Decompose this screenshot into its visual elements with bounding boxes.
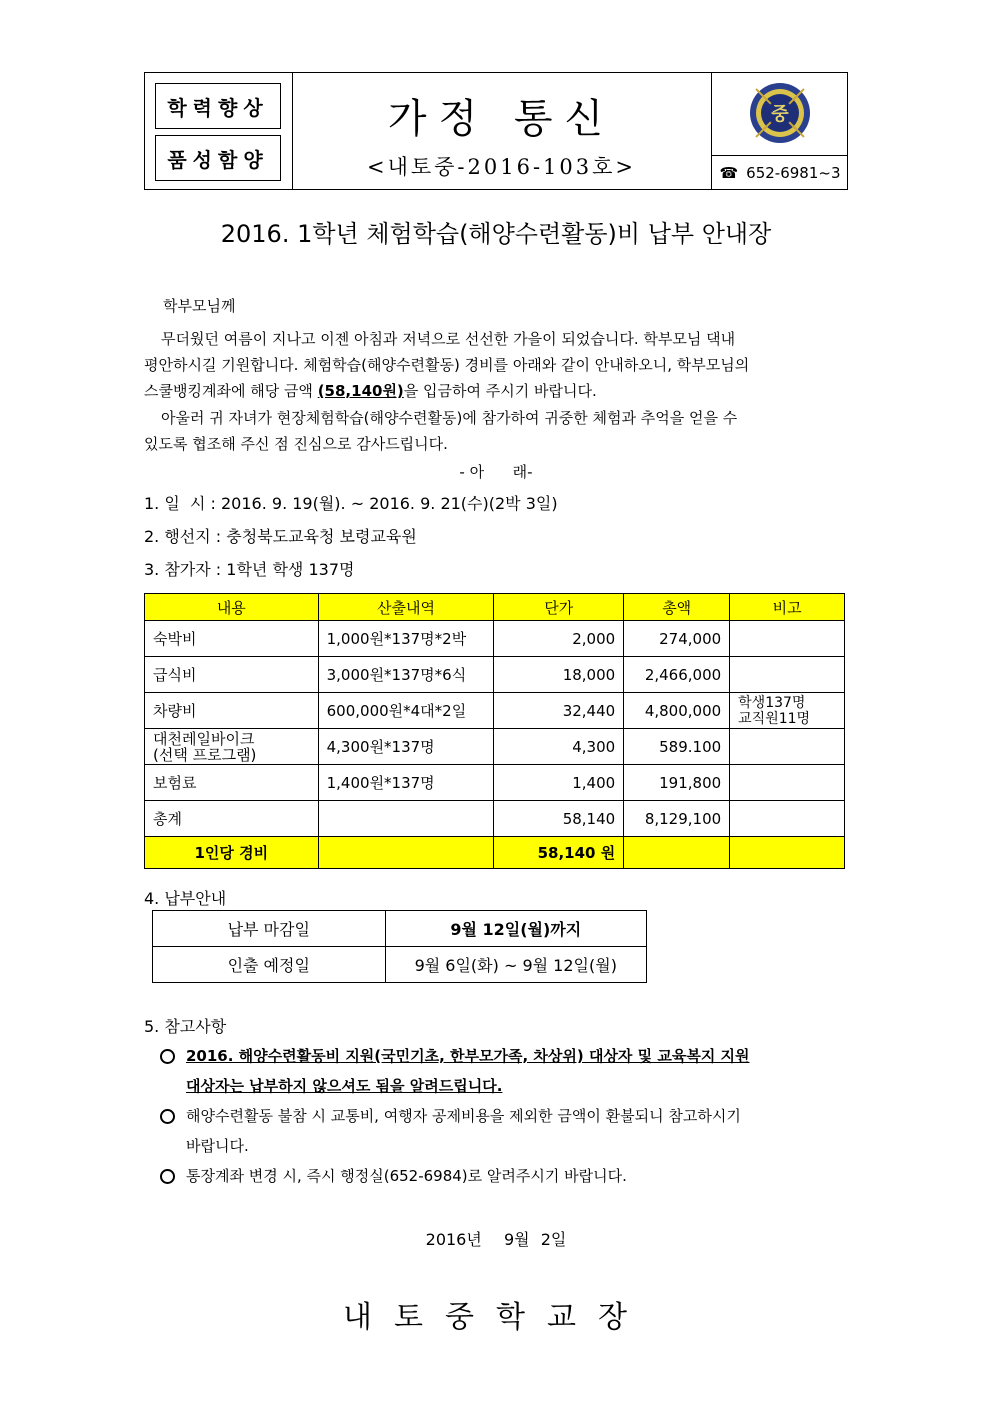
cell-note	[730, 729, 845, 765]
reference-2-line-2: 바랍니다.	[186, 1137, 249, 1155]
school-logo-icon	[748, 81, 812, 145]
cell-item: 차량비	[145, 693, 319, 729]
document-title: 2016. 1학년 체험학습(해양수련활동)비 납부 안내장	[220, 220, 772, 248]
table-row	[145, 621, 845, 657]
reference-1-line-2: 대상자는 납부하지 않으셔도 됨을 알려드립니다.	[186, 1077, 503, 1095]
item-references: 5. 참고사항	[144, 1017, 227, 1036]
table-header-row	[145, 594, 845, 621]
cell-item: 숙박비	[145, 621, 319, 657]
cell-total: 8,129,100	[624, 801, 730, 837]
svg-text:중: 중	[771, 104, 789, 125]
paragraph-2-line-1: 아울러 귀 자녀가 현장체험학습(해양수련활동)에 참가하여 귀중한 체험과 추억을 얻을 수	[161, 409, 738, 427]
per-person-row	[145, 837, 845, 869]
cell-unit: 58,140	[494, 801, 624, 837]
cell-item-line-2: (선택 프로그램)	[153, 745, 257, 764]
motto-academic: 학력향상	[155, 83, 281, 129]
reference-3: 통장계좌 변경 시, 즉시 행정실(652-6984)로 알려주시기 바랍니다.	[186, 1167, 627, 1185]
item-schedule: 1. 일 시 : 2016. 9. 19(월). ~ 2016. 9. 21(수)(2박 3일)	[144, 494, 558, 513]
cell-note	[730, 801, 845, 837]
amount-highlight: (58,140원)	[317, 382, 404, 400]
cell-total: 4,800,000	[624, 693, 730, 729]
cell-unit: 32,440	[494, 693, 624, 729]
motto-column	[145, 73, 293, 189]
issue-number: <내토중-2016-103호>	[366, 155, 637, 179]
cell-empty	[624, 837, 730, 869]
cell-unit: 4,300	[494, 729, 624, 765]
cell-item: 급식비	[145, 657, 319, 693]
phone-text: 652-6981~3	[746, 163, 841, 182]
cell-note	[730, 621, 845, 657]
paragraph-1-text: 스쿨뱅킹계좌에 해당 금액	[144, 382, 318, 400]
cell-note	[730, 693, 845, 729]
paragraph-1-line-3	[144, 378, 854, 404]
column-header: 단가	[494, 594, 624, 621]
header-title-column	[292, 73, 711, 189]
cell-calc: 3,000원*137명*6식	[318, 657, 494, 693]
column-header: 산출내역	[318, 594, 494, 621]
cell-item	[145, 729, 319, 765]
column-header: 내용	[145, 594, 319, 621]
item-destination: 2. 행선지 : 충청북도교육청 보령교육원	[144, 527, 417, 546]
note-students: 학생137명	[738, 694, 806, 711]
cell-calc: 4,300원*137명	[318, 729, 494, 765]
note-staff: 교직원11명	[738, 710, 811, 727]
cell-empty	[318, 837, 494, 869]
paragraph-1-text-end: 을 입금하여 주시기 바랍니다.	[403, 382, 597, 400]
column-header: 비고	[730, 594, 845, 621]
cell-note	[730, 657, 845, 693]
reference-1-line-1: 2016. 해양수련활동비 지원(국민기초, 한부모가족, 차상위) 대상자 및 교육복지 지원	[186, 1047, 750, 1065]
item-participants: 3. 참가자 : 1학년 학생 137명	[144, 560, 355, 579]
below-heading: - 아 래-	[459, 463, 533, 481]
phone-number	[712, 155, 848, 189]
cell-note	[730, 765, 845, 801]
table-row	[145, 765, 845, 801]
motto-character: 품성함양	[155, 135, 281, 181]
deadline-label: 납부 마감일	[153, 911, 386, 947]
paragraph-2-line-2: 있도록 협조해 주신 점 진심으로 감사드립니다.	[144, 435, 448, 453]
cell-total: 274,000	[624, 621, 730, 657]
cell-calc: 600,000원*4대*2일	[318, 693, 494, 729]
principal-signature: 내토중학교장	[343, 1300, 649, 1335]
cell-unit: 18,000	[494, 657, 624, 693]
bullet-circle-icon	[160, 1169, 175, 1184]
paragraph-1-line-1: 무더웠던 여름이 지나고 이젠 아침과 저녁으로 선선한 가을이 되었습니다. 학부모님 댁내	[161, 330, 736, 348]
table-row	[145, 801, 845, 837]
cell-item: 보험료	[145, 765, 319, 801]
cell-calc	[318, 801, 494, 837]
cell-item: 총계	[145, 801, 319, 837]
cell-calc: 1,400원*137명	[318, 765, 494, 801]
per-person-label: 1인당 경비	[145, 837, 319, 869]
per-person-value: 58,140 원	[494, 837, 624, 869]
column-header: 총액	[624, 594, 730, 621]
cell-total: 589.100	[624, 729, 730, 765]
cell-unit: 1,400	[494, 765, 624, 801]
newsletter-header	[144, 72, 848, 190]
table-row	[145, 693, 845, 729]
table-row	[153, 911, 647, 947]
payment-table	[152, 910, 647, 983]
cell-item-line-1: 대천레일바이크	[153, 729, 255, 748]
item-payment-info: 4. 납부안내	[144, 889, 227, 908]
table-row	[153, 947, 647, 983]
reference-2-line-1: 해양수련활동 불참 시 교통비, 여행자 공제비용을 제외한 금액이 환불되니 참고하시기	[186, 1107, 741, 1125]
withdraw-value: 9월 6일(화) ~ 9월 12일(월)	[385, 947, 646, 983]
deadline-value: 9월 12일(월)까지	[385, 911, 646, 947]
issue-date: 2016년 9월 2일	[425, 1230, 567, 1249]
bullet-circle-icon	[160, 1049, 175, 1064]
phone-icon: ☎	[719, 163, 739, 182]
table-row	[145, 729, 845, 765]
newsletter-title: 가정 통신	[387, 96, 616, 142]
cell-total: 2,466,000	[624, 657, 730, 693]
table-row	[145, 657, 845, 693]
cell-calc: 1,000원*137명*2박	[318, 621, 494, 657]
fee-table	[144, 593, 845, 869]
cell-unit: 2,000	[494, 621, 624, 657]
cell-empty	[730, 837, 845, 869]
paragraph-1-line-2: 평안하시길 기원합니다. 체험학습(해양수련활동) 경비를 아래와 같이 안내하오니, 학부모님의	[144, 356, 750, 374]
bullet-circle-icon	[160, 1109, 175, 1124]
withdraw-label: 인출 예정일	[153, 947, 386, 983]
cell-total: 191,800	[624, 765, 730, 801]
logo-column	[711, 73, 848, 189]
greeting: 학부모님께	[163, 297, 236, 315]
